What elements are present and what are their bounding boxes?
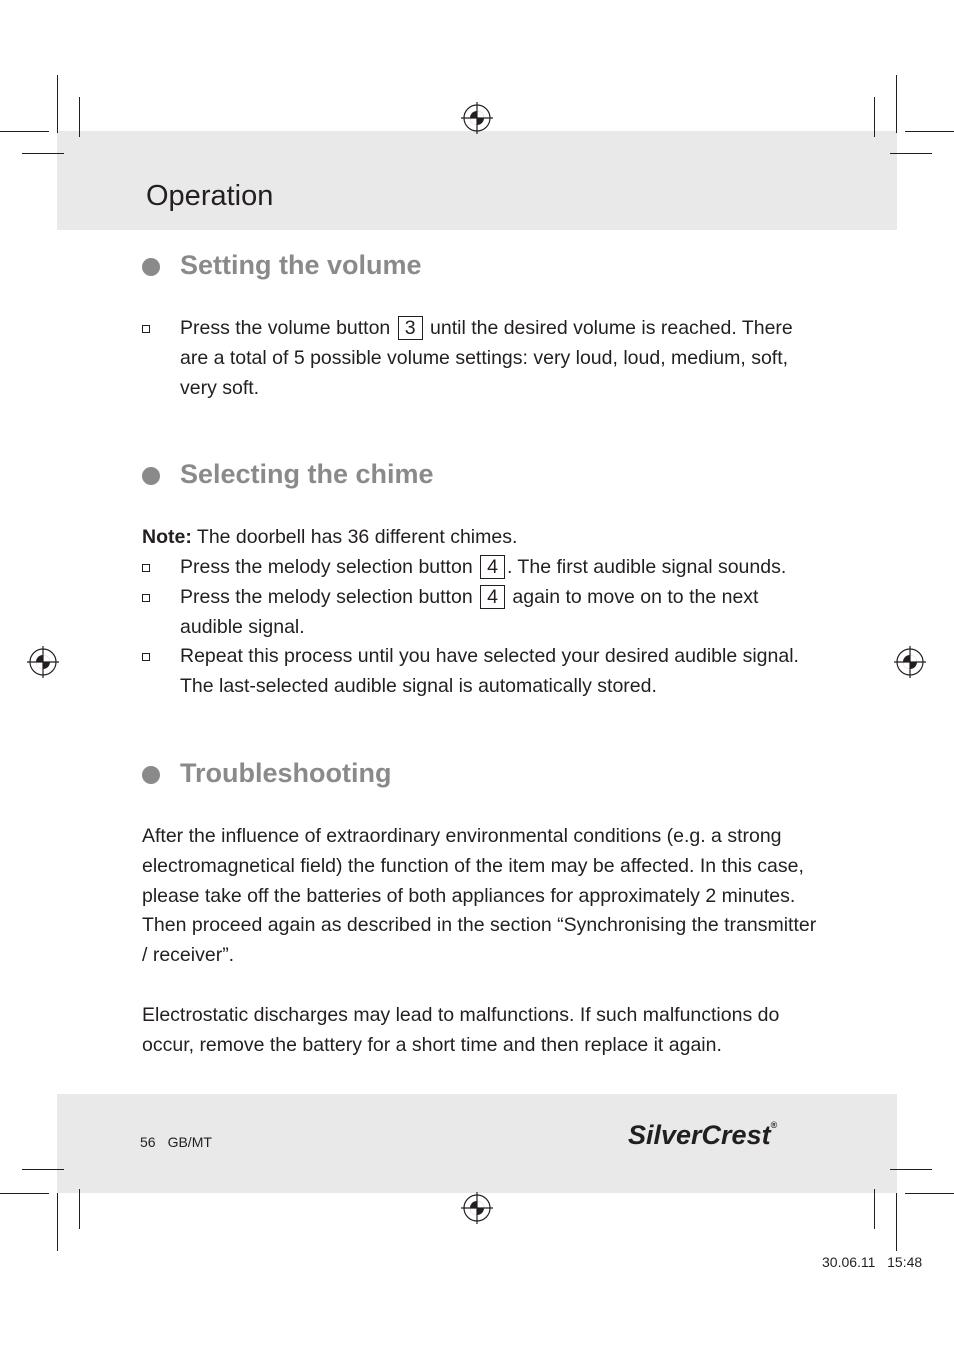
list-item xyxy=(142,553,822,583)
crop-mark xyxy=(896,75,897,133)
reference-number: 3 xyxy=(398,316,423,340)
checkbox-bullet-icon xyxy=(142,325,150,333)
crop-mark xyxy=(22,153,64,154)
list-item xyxy=(142,583,822,643)
print-timestamp xyxy=(822,1254,922,1270)
troubleshooting-paragraph: After the influence of extraordinary environmental conditions (e.g. a strong electromagnetical field) the function of the item may be affected. In this case, please take off the batteries of both appliances for approximately 2 minutes. Then proceed again as described in the section “Synchronising the transmitter / receiver”. xyxy=(142,825,817,967)
checkbox-bullet-icon xyxy=(142,653,150,661)
section-heading-text: Setting the volume xyxy=(180,250,422,280)
crop-mark xyxy=(57,1193,58,1251)
crop-mark xyxy=(79,1189,80,1229)
list-item xyxy=(142,642,822,702)
troubleshooting-paragraph: Electrostatic discharges may lead to malfunctions. If such malfunctions do occur, remove the battery for a short time and then replace it again. xyxy=(142,1004,780,1056)
crop-mark xyxy=(874,97,875,137)
step-text: until the desired volume is reached. There are a total of 5 possible volume settings: very loud, loud, medium, soft, very soft. xyxy=(180,317,793,399)
note-label: Note: xyxy=(142,526,192,548)
crop-mark xyxy=(0,131,49,132)
crop-mark xyxy=(874,1189,875,1229)
note-text: The doorbell has 36 different chimes. xyxy=(196,526,518,548)
page-number: 56 xyxy=(140,1134,156,1150)
brand-logo xyxy=(628,1120,777,1151)
checkbox-bullet-icon xyxy=(142,564,150,572)
crop-mark xyxy=(896,1193,897,1251)
crop-mark xyxy=(0,1193,49,1194)
bullet-dot-icon xyxy=(142,258,160,276)
brand-name: SilverCrest xyxy=(628,1120,771,1150)
section-heading-text: Selecting the chime xyxy=(180,459,434,489)
registration-mark-icon xyxy=(461,1192,493,1224)
crop-mark xyxy=(57,75,58,133)
crop-mark xyxy=(79,97,80,137)
registration-mark-icon xyxy=(461,102,493,134)
region-code: GB/MT xyxy=(167,1134,212,1150)
note xyxy=(142,523,517,553)
list-item xyxy=(142,314,822,403)
print-date: 30.06.11 xyxy=(822,1254,876,1270)
chime-steps xyxy=(142,553,822,702)
print-time: 15:48 xyxy=(887,1254,923,1270)
page-footer xyxy=(140,1134,224,1150)
step-text: again to move on to the next audible signal. xyxy=(180,585,759,638)
step-text: Repeat this process until you have selected your desired audible signal. The last-selected audible signal is automatically stored. xyxy=(180,645,799,698)
crop-mark xyxy=(890,1169,932,1170)
registration-mark-icon xyxy=(27,646,59,678)
bullet-dot-icon xyxy=(142,766,160,784)
volume-steps xyxy=(142,314,822,403)
registration-mark-icon xyxy=(894,646,926,678)
step-text: Press the melody selection button xyxy=(180,585,473,608)
bullet-dot-icon xyxy=(142,467,160,485)
step-text: Press the volume button xyxy=(180,317,391,339)
crop-mark xyxy=(890,153,932,154)
page-title: Operation xyxy=(146,180,274,212)
crop-mark xyxy=(905,1193,954,1194)
reference-number: 4 xyxy=(480,555,505,579)
checkbox-bullet-icon xyxy=(142,594,150,602)
step-text: . The first audible signal sounds. xyxy=(506,556,787,578)
reference-number: 4 xyxy=(480,585,505,609)
registered-mark: ® xyxy=(770,1120,778,1130)
step-text: Press the melody selection button xyxy=(180,556,473,578)
crop-mark xyxy=(22,1169,64,1170)
crop-mark xyxy=(905,131,954,132)
section-heading-text: Troubleshooting xyxy=(180,758,392,788)
